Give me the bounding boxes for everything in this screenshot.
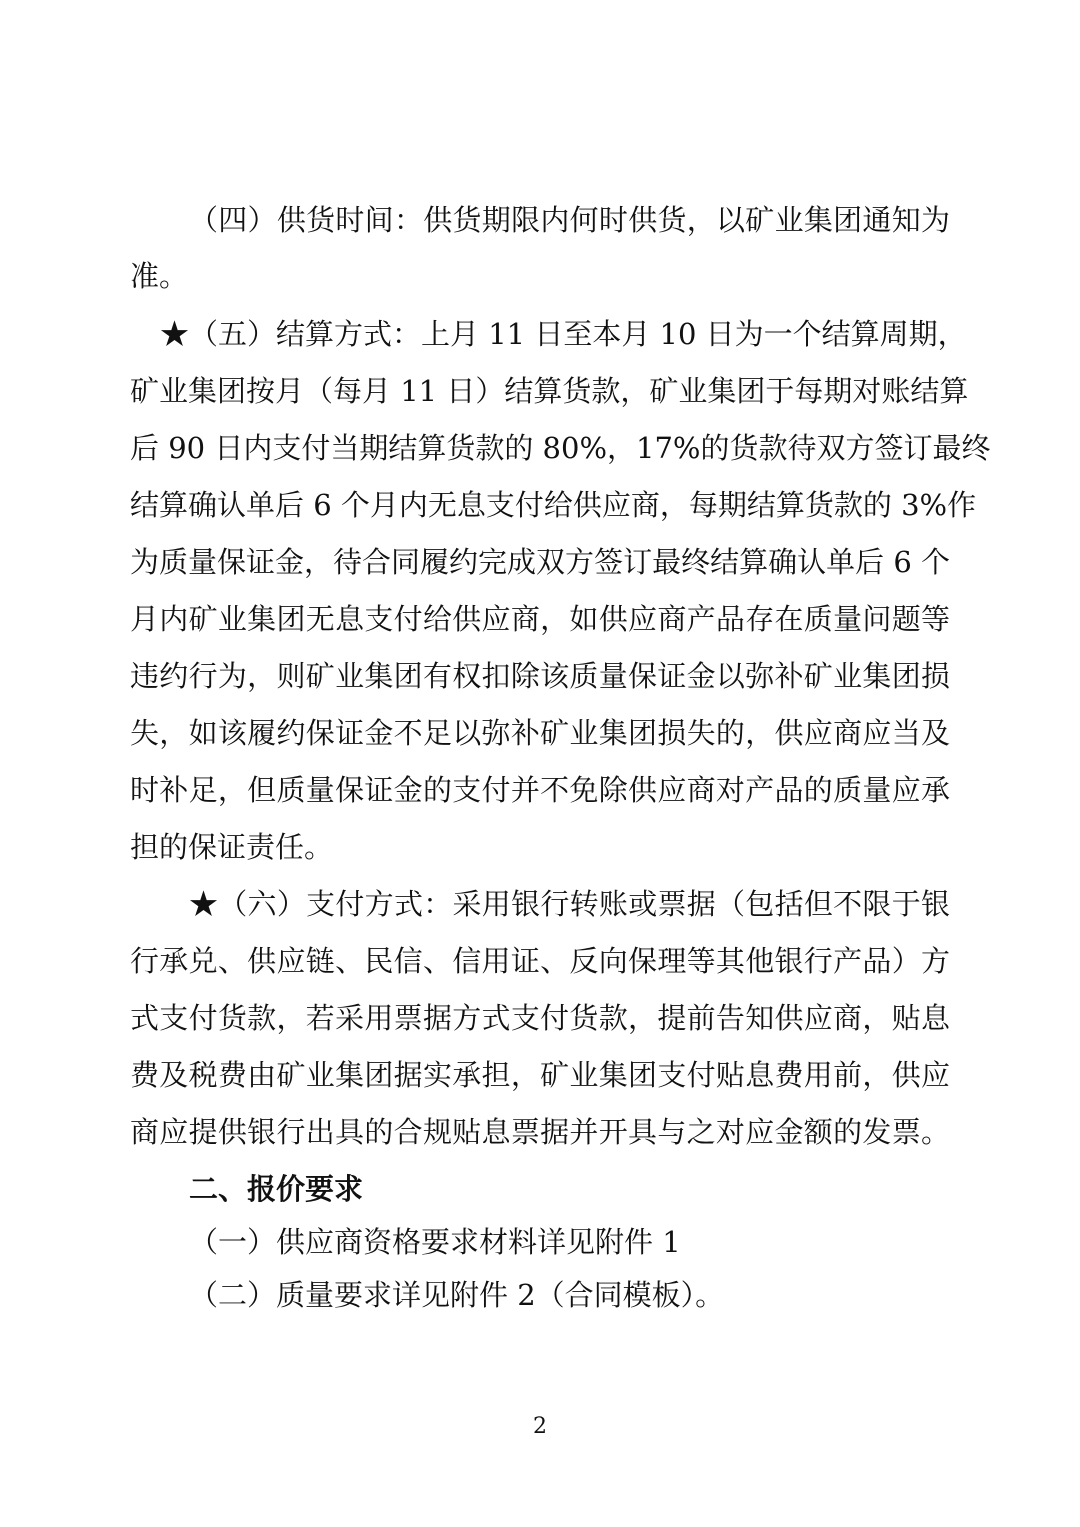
- settlement-line-1: ★（五）结算方式：上月 11 日至本月 10 日为一个结算周期，: [160, 317, 967, 351]
- settlement-line-9: 时补足，但质量保证金的支付并不免除供应商对产品的质量应承: [130, 773, 950, 807]
- payment-line-4: 费及税费由矿业集团据实承担，矿业集团支付贴息费用前，供应: [130, 1058, 950, 1092]
- supply-time-line-2: 准。: [130, 259, 189, 293]
- settlement-line-8: 失，如该履约保证金不足以弥补矿业集团损失的，供应商应当及: [130, 716, 950, 750]
- settlement-line-3: 后 90 日内支付当期结算货款的 80%，17%的货款待双方签订最终: [130, 431, 991, 465]
- settlement-line-5: 为质量保证金，待合同履约完成双方签订最终结算确认单后 6 个: [130, 545, 950, 579]
- payment-line-2: 行承兑、供应链、民信、信用证、反向保理等其他银行产品）方: [130, 944, 950, 978]
- item-1: （一）供应商资格要求材料详见附件 1: [189, 1225, 681, 1259]
- settlement-line-10: 担的保证责任。: [130, 830, 334, 864]
- section-heading: 二、报价要求: [189, 1172, 364, 1206]
- payment-line-5: 商应提供银行出具的合规贴息票据并开具与之对应金额的发票。: [130, 1115, 950, 1149]
- page-number: 2: [533, 1414, 547, 1439]
- settlement-line-4: 结算确认单后 6 个月内无息支付给供应商，每期结算货款的 3%作: [130, 488, 977, 522]
- settlement-line-6: 月内矿业集团无息支付给供应商，如供应商产品存在质量问题等: [130, 602, 950, 636]
- settlement-line-2: 矿业集团按月（每月 11 日）结算货款，矿业集团于每期对账结算: [130, 374, 969, 408]
- payment-line-3: 式支付货款，若采用票据方式支付货款，提前告知供应商，贴息: [130, 1001, 950, 1035]
- payment-line-1: ★（六）支付方式：采用银行转账或票据（包括但不限于银: [189, 887, 950, 921]
- settlement-line-7: 违约行为，则矿业集团有权扣除该质量保证金以弥补矿业集团损: [130, 659, 950, 693]
- supply-time-line-1: （四）供货时间：供货期限内何时供货，以矿业集团通知为: [189, 203, 950, 237]
- item-2: （二）质量要求详见附件 2（合同模板）。: [189, 1278, 725, 1312]
